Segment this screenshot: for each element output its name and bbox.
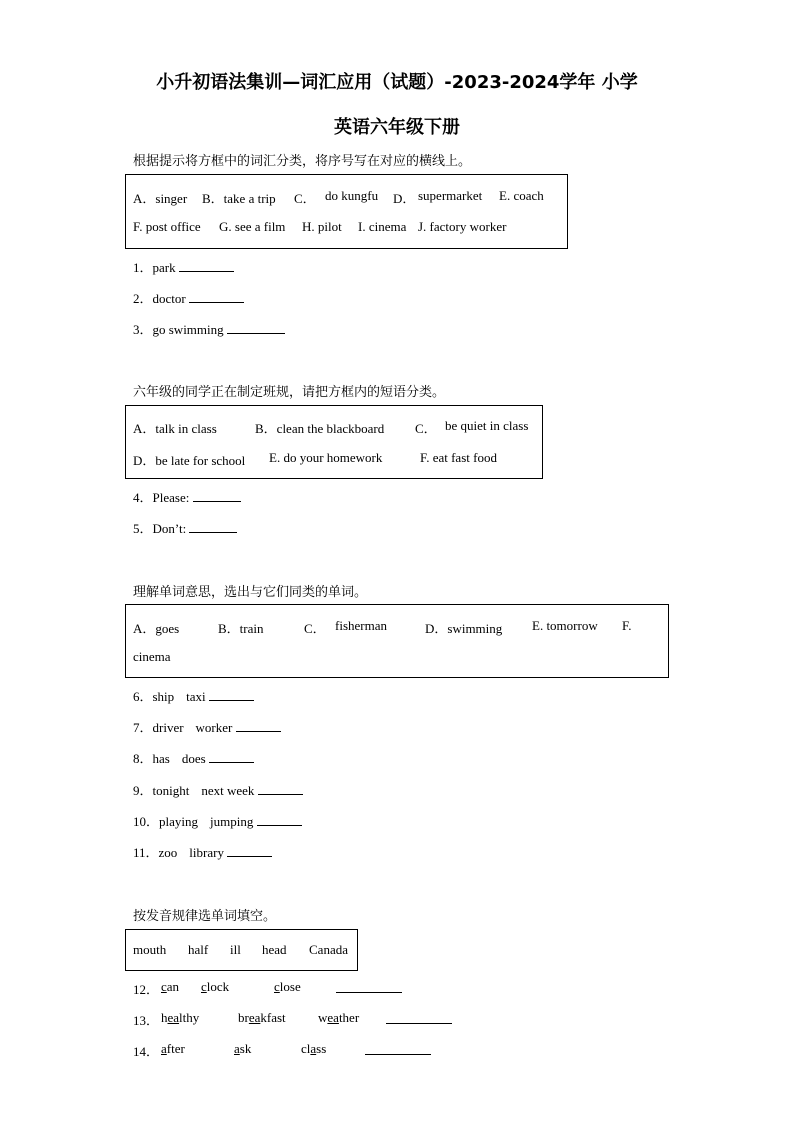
section3-word-box <box>125 604 669 678</box>
s1-opt-e: E. coach <box>499 188 544 203</box>
q12-word-clock: clock <box>201 979 230 994</box>
s3-opt-f: cinema <box>133 649 171 664</box>
q14-word-class: class <box>301 1041 327 1056</box>
question-1: 1．park <box>133 257 234 276</box>
s1-opt-d-label: D． <box>393 191 416 206</box>
s4-word-mouth: mouth <box>133 942 167 957</box>
s2-opt-c-label: C． <box>415 421 437 436</box>
question-7: 7．driver worker <box>133 717 281 736</box>
answer-blank-8[interactable] <box>209 750 254 763</box>
s1-opt-d: supermarket <box>418 188 483 203</box>
question-13-number: 13． <box>133 1013 160 1028</box>
page-title-line2: 英语六年级下册 <box>334 117 460 138</box>
answer-blank-5[interactable] <box>189 520 237 533</box>
section1-instruction: 根据提示将方框中的词汇分类，将序号写在对应的横线上。 <box>133 154 472 169</box>
s2-opt-b: B．clean the blackboard <box>255 421 385 436</box>
s1-opt-b: B．take a trip <box>202 191 276 206</box>
s3-opt-a: A．goes <box>133 621 180 636</box>
question-2: 2．doctor <box>133 288 244 307</box>
s1-opt-c: do kungfu <box>325 188 379 203</box>
q12-word-can: can <box>161 979 180 994</box>
answer-blank-9[interactable] <box>258 782 303 795</box>
question-4: 4．Please: <box>133 487 241 506</box>
section1-word-box <box>125 174 568 249</box>
s3-opt-c: fisherman <box>335 618 387 633</box>
page-title-line1: 小升初语法集训—词汇应用（试题）-2023-2024学年 小学 <box>156 72 638 93</box>
section3-instruction: 理解单词意思，选出与它们同类的单词。 <box>133 585 368 600</box>
answer-blank-11[interactable] <box>227 844 272 857</box>
s3-opt-c-label: C． <box>304 621 326 636</box>
question-5: 5．Don’t: <box>133 518 237 537</box>
s4-word-half: half <box>188 942 209 957</box>
s3-opt-d: D．swimming <box>425 621 503 636</box>
q13-word-weather: weather <box>318 1010 360 1025</box>
q13-word-healthy: healthy <box>161 1010 200 1025</box>
answer-blank-14[interactable] <box>365 1042 431 1055</box>
q12-word-close: close <box>274 979 301 994</box>
answer-blank-4[interactable] <box>193 489 241 502</box>
s1-opt-a: A．singer <box>133 191 188 206</box>
s3-opt-e: E. tomorrow <box>532 618 598 633</box>
question-14-number: 14． <box>133 1044 160 1059</box>
q14-word-after: after <box>161 1041 185 1056</box>
answer-blank-3[interactable] <box>227 321 285 334</box>
answer-blank-13[interactable] <box>386 1011 452 1024</box>
s2-opt-e: E. do your homework <box>269 450 383 465</box>
question-3: 3．go swimming <box>133 319 285 338</box>
s1-opt-c-label: C． <box>294 191 316 206</box>
question-10: 10．playing jumping <box>133 811 302 830</box>
s4-word-canada: Canada <box>309 942 348 957</box>
question-11: 11．zoo library <box>133 842 272 861</box>
s1-opt-g: G. see a film <box>219 219 286 234</box>
s1-opt-f: F. post office <box>133 219 201 234</box>
answer-blank-12[interactable] <box>336 980 402 993</box>
s1-opt-i: I. cinema <box>358 219 407 234</box>
answer-blank-7[interactable] <box>236 719 281 732</box>
s2-opt-c: be quiet in class <box>445 418 529 433</box>
section4-instruction: 按发音规律选单词填空。 <box>133 909 277 924</box>
q13-word-breakfast: breakfast <box>238 1010 286 1025</box>
answer-blank-10[interactable] <box>257 813 302 826</box>
s2-opt-d: D．be late for school <box>133 453 246 468</box>
s1-opt-h: H. pilot <box>302 219 342 234</box>
q14-word-ask: ask <box>234 1041 252 1056</box>
s1-opt-j: J. factory worker <box>418 219 507 234</box>
s3-opt-f-label: F. <box>622 618 632 633</box>
question-8: 8．has does <box>133 748 254 767</box>
answer-blank-1[interactable] <box>179 259 234 272</box>
s2-opt-f: F. eat fast food <box>420 450 497 465</box>
answer-blank-2[interactable] <box>189 290 244 303</box>
question-6: 6．ship taxi <box>133 686 254 705</box>
s4-word-ill: ill <box>230 942 241 957</box>
s4-word-head: head <box>262 942 287 957</box>
question-12-number: 12． <box>133 982 160 997</box>
s2-opt-a: A．talk in class <box>133 421 217 436</box>
section2-instruction: 六年级的同学正在制定班规，请把方框内的短语分类。 <box>133 385 446 400</box>
s3-opt-b: B．train <box>218 621 264 636</box>
question-9: 9．tonight next week <box>133 780 303 799</box>
answer-blank-6[interactable] <box>209 688 254 701</box>
